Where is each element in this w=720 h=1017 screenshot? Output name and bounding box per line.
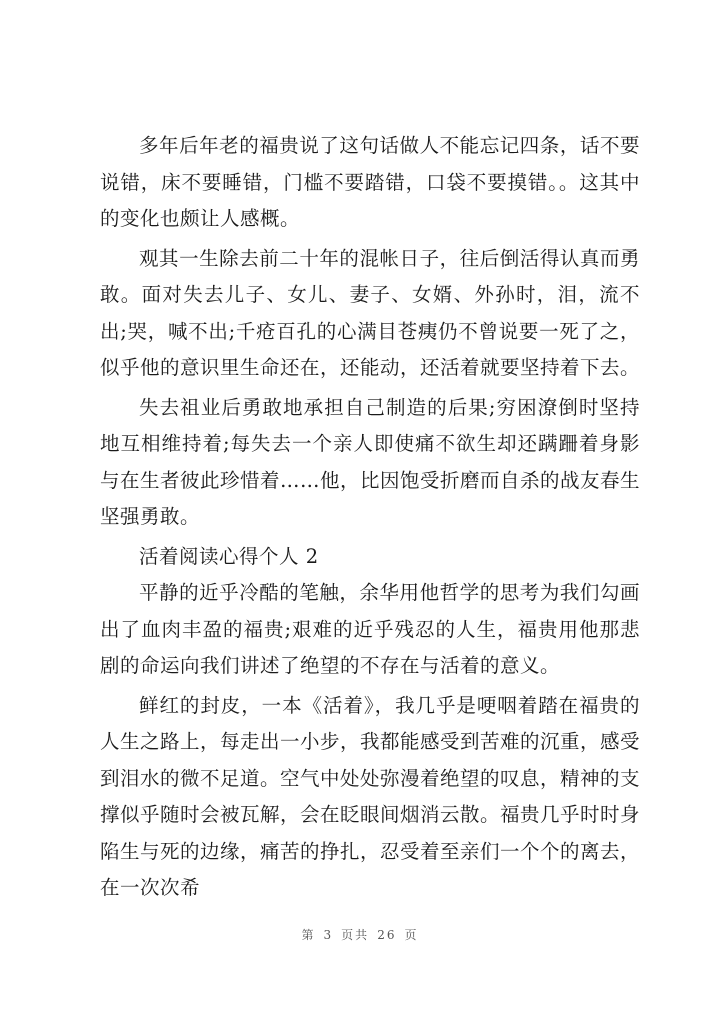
- current-page-number: 3: [323, 928, 334, 942]
- section-heading: 活着阅读心得个人 2: [139, 544, 319, 568]
- page-footer: [0, 926, 720, 943]
- footer-middle: 页共: [341, 928, 370, 942]
- paragraph: 观其一生除去前二十年的混帐日子，往后倒活得认真而勇敢。面对失去儿子、女儿、妻子、女婿、外孙时，泪，流不出;哭，喊不出;千疮百孔的心满目苍痍仍不曾说要一死了之，似乎他的意识里生命还在，还能动，还活着就要坚持着下去。: [100, 246, 641, 379]
- paragraph: 失去祖业后勇敢地承担自己制造的后果;穷困潦倒时坚持地互相维持着;每失去一个亲人即使痛不欲生却还蹒跚着身影与在生者彼此珍惜着……他，比因饱受折磨而自杀的战友春生坚强勇敢。: [100, 395, 641, 528]
- paragraph: 鲜红的封皮，一本《活着》，我几乎是哽咽着踏在福贵的人生之路上，每走出一小步，我都能感受到苦难的沉重，感受到泪水的微不足道。空气中处处弥漫着绝望的叹息，精神的支撑似乎随时会被瓦解，会在眨眼间烟消云散。福贵几乎时时身陷生与死的边缘，痛苦的挣扎，忍受着至亲们一个个的离去，在一次次希: [100, 693, 641, 899]
- footer-prefix: 第: [301, 928, 316, 942]
- document-body: [100, 128, 640, 907]
- footer-suffix: 页: [404, 928, 419, 942]
- paragraph: 多年后年老的福贵说了这句话做人不能忘记四条，话不要说错，床不要睡错，门槛不要踏错，口袋不要摸错。。这其中的变化也颇让人感概。: [100, 134, 640, 230]
- total-pages-number: 26: [377, 928, 397, 942]
- paragraph: 平静的近乎冷酷的笔触，余华用他哲学的思考为我们勾画出了血肉丰盈的福贵;艰难的近乎残忍的人生，福贵用他那悲剧的命运向我们讲述了绝望的不存在与活着的意义。: [100, 581, 640, 677]
